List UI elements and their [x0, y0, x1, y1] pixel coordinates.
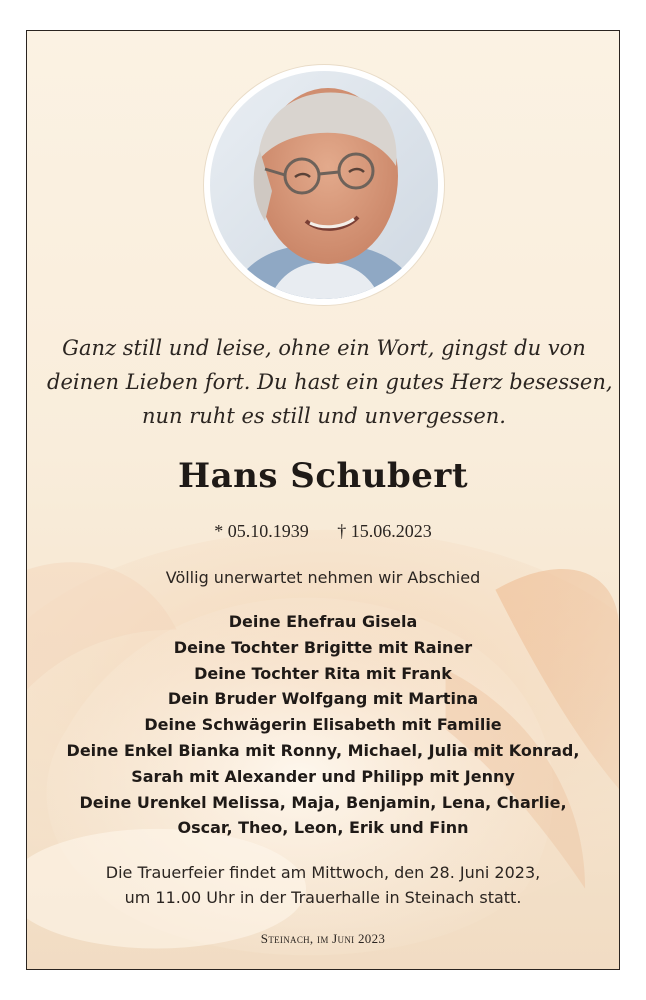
family-line: Deine Schwägerin Elisabeth mit Familie — [144, 715, 502, 735]
portrait-frame — [204, 65, 444, 305]
death-date: † 15.06.2023 — [337, 521, 432, 541]
family-line: Dein Bruder Wolfgang mit Martina — [167, 689, 479, 709]
birth-date: * 05.10.1939 — [214, 521, 309, 541]
verse-line: nun ruht es still und unvergessen. — [142, 404, 506, 428]
deceased-name: Hans Schubert — [177, 456, 469, 496]
obituary-content — [27, 31, 619, 969]
family-line: Deine Ehefrau Gisela — [228, 612, 418, 631]
family-line: Deine Tochter Brigitte mit Rainer — [173, 637, 473, 657]
funeral-service-info — [27, 860, 619, 910]
farewell-line: Völlig unerwartet nehmen wir Abschied — [165, 568, 481, 587]
family-line: Oscar, Theo, Leon, Erik und Finn — [177, 818, 469, 838]
verse-line: Ganz still und leise, ohne ein Wort, gingst du von — [62, 336, 586, 360]
place-date: Steinach, im Juni 2023 — [260, 931, 386, 946]
life-dates — [27, 521, 619, 542]
verse — [47, 331, 613, 433]
obituary-card — [26, 30, 620, 970]
verse-line: deinen Lieben fort. Du hast ein gutes Herz besessen, — [47, 370, 613, 394]
portrait-photo-icon — [210, 71, 438, 299]
family-line: Sarah mit Alexander und Philipp mit Jenny — [131, 766, 515, 786]
family-line: Deine Tochter Rita mit Frank — [194, 663, 452, 683]
service-line: Die Trauerfeier findet am Mittwoch, den 28. Juni 2023, — [105, 863, 541, 882]
family-line: Deine Enkel Bianka mit Ronny, Michael, Julia mit Konrad, — [66, 740, 580, 760]
family-line: Deine Urenkel Melissa, Maja, Benjamin, Lena, Charlie, — [79, 792, 567, 812]
service-line: um 11.00 Uhr in der Trauerhalle in Steinach statt. — [124, 888, 522, 907]
family-list — [27, 609, 619, 841]
